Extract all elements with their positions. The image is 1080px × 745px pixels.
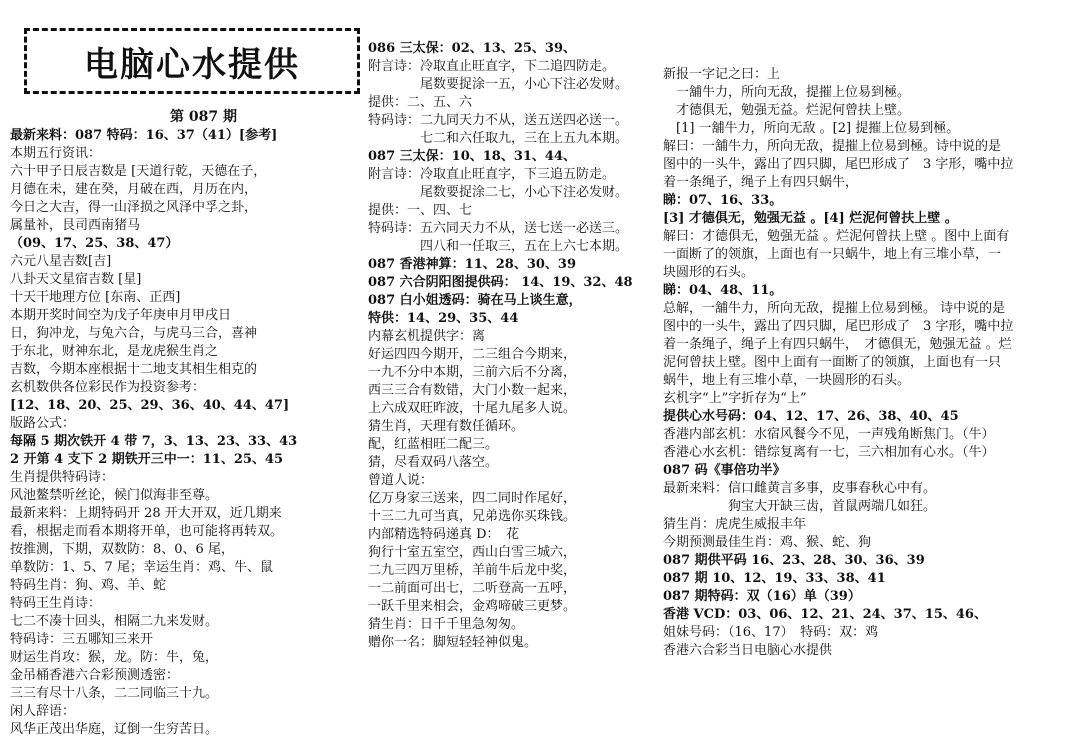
text-line: 特码诗：二九同天力不从，送五送四必送一。	[368, 113, 629, 128]
text-line: 玄机数供各位彩民作为投资参考：	[10, 380, 206, 395]
text-line: 提供：一、四、七	[368, 203, 473, 218]
text-line: 猜生肖：虎虎生威报丰年	[663, 517, 807, 532]
text-line: 十天干地理方位 [东南、正西]	[10, 290, 181, 305]
text-line: 七二和六任取九，三在上五九本期。	[368, 131, 629, 146]
text-line: 于东北，财神东北，是龙虎猴生肖之	[10, 344, 219, 359]
text-line: 最新来料：上期特码开 28 开大开双，近几期来	[10, 506, 282, 521]
text-line: 三三有尽十八条，二二同临三十九。	[10, 686, 219, 701]
text-line: 087 期供平码 16、23、28、30、36、39	[663, 553, 925, 568]
text-line: 块圆形的石头。	[663, 265, 755, 280]
text-line: 二九三四万里桥，羊前牛后龙中奖，	[368, 563, 577, 578]
text-line: 本期五行资讯：	[10, 146, 102, 161]
text-line: 十三二九可当真，兄弟选你买珠钱。	[368, 509, 577, 524]
text-line: 特码王生肖诗：	[10, 596, 102, 611]
text-line: 属量补，艮司西南猪马	[10, 218, 141, 233]
text-line: 八卦天文星宿吉数 [星]	[10, 272, 142, 287]
text-line: 一跃千里来相会，金鸡啼破三更梦。	[368, 599, 577, 614]
text-line: 西三三合有数错，大门小数一起来，	[368, 383, 577, 398]
text-line: 金吊桶香港六合彩预测透密：	[10, 668, 180, 683]
text-line: 087 期特码：双（16）单（39）	[663, 589, 861, 604]
text-line: 猜生肖：日千千里急匆匆。	[368, 617, 525, 632]
text-line: 一舖牛力，所向无敌，提摧上位易到極。	[663, 85, 911, 100]
text-line: 月德在未，建在癸，月破在西，月历在内，	[10, 182, 258, 197]
text-line: 每隔 5 期次铁开 4 带 7，3、13、23、33、43	[10, 434, 298, 449]
text-line: 香港六合彩当日电脑心水提供	[663, 643, 833, 658]
text-line: 生肖提供特码诗：	[10, 470, 115, 485]
text-line: 尾数要捉涂二七，小心下注必发财。	[368, 185, 629, 200]
text-line: [1] 一舖牛力，所向无敌 。[2] 提摧上位易到極。	[663, 121, 960, 136]
text-line: [12、18、20、25、29、36、40、44、47]	[10, 398, 290, 413]
text-line: 睇：07、16、33。	[663, 193, 783, 208]
text-line: 总解，一舖牛力，所向无敌，提摧上位易到極。 诗中说的是	[663, 301, 1006, 316]
text-line: 单数防：1、5、7 尾；幸运生肖：鸡、牛、鼠	[10, 560, 273, 575]
text-line: 提供心水号码：04、12、17、26、38、40、45	[663, 409, 959, 424]
text-line: 最新来料：087 特码：16、37（41）[参考]	[10, 128, 278, 143]
text-line: 特供：14、29、35、44	[368, 311, 519, 326]
text-line: 今期预测最佳生肖：鸡、猴、蛇、狗	[663, 535, 872, 550]
text-line: 狗宝大开缺三齿，首鼠两端几如狂。	[663, 499, 937, 514]
text-line: 香港内部玄机：水宿风餐今不见，一声残角断焦门。（牛）	[663, 427, 995, 442]
text-line: 狗行十室五室空，西山白雪三城六，	[368, 545, 577, 560]
text-line: 着一条绳子，绳子上有四只蜗牛，	[663, 175, 859, 190]
text-line: 附言诗：冷取直止旺直字，下三追五防走。	[368, 167, 616, 182]
text-line: 本期开奖时间空为戊子年庚申月甲戌日	[10, 308, 232, 323]
text-line: 今日之大吉，得一山泽损之风泽中孚之卦，	[10, 200, 258, 215]
column-right	[663, 66, 1073, 660]
text-line: 版路公式：	[10, 416, 76, 431]
text-line: 2 开第 4 支下 2 期铁开三中一：11、25、45	[10, 452, 284, 467]
text-line: 特码生肖：狗、鸡、羊、蛇	[10, 578, 167, 593]
text-line: 新报一字记之曰：上	[663, 67, 781, 82]
text-line: 猜，尽看双码八落空。	[368, 455, 499, 470]
text-line: 一九不分中本期，三前六后不分离，	[368, 365, 577, 380]
text-line: 087 白小姐透码：骑在马上谈生意，	[368, 293, 582, 308]
text-line: 087 码《事倍功半》	[663, 463, 786, 478]
text-line: [3] 才德俱无，勉强无益 。[4] 烂泥何曾扶上壁 。	[663, 211, 958, 226]
column-middle	[368, 40, 658, 652]
text-line: 087 香港神算：11、28、30、39	[368, 257, 577, 272]
text-line: 猜生肖，天理有数任循环。	[368, 419, 525, 434]
text-line: 内幕玄机提供字：离	[368, 329, 486, 344]
text-line: 特码诗：三五哪知三来开	[10, 632, 154, 647]
text-line: 曾道人说：	[368, 473, 434, 488]
text-line: 配，红蓝相旺二配三。	[368, 437, 499, 452]
text-line: 赠你一名：脚短轻轻神似鬼。	[368, 635, 538, 650]
text-line: 086 三太保：02、13、25、39、	[368, 41, 577, 56]
text-line: 七二不凑十回头，相隔二九来发财。	[10, 614, 219, 629]
text-line: （09、17、25、38、47）	[10, 236, 179, 251]
text-line: 着一条绳子，绳子上有四只蜗牛， 才德俱无，勉强无益 。烂	[663, 337, 1012, 352]
text-line: 风池鳌禁听丝论，候门似海非至尊。	[10, 488, 219, 503]
text-line: 风华正茂出华庭，辽倒一生穷苦日。	[10, 722, 219, 737]
text-line: 蜗牛，地上有三堆小草，一块圆形的石头。	[663, 373, 911, 388]
column-left	[10, 127, 362, 739]
text-line: 附言诗：冷取直止旺直字，下二追四防走。	[368, 59, 616, 74]
page-title: 电脑心水提供	[84, 44, 300, 85]
text-line: 一面断了的领旗，上面也有一只蜗牛，地上有三堆小草，一	[663, 247, 1002, 262]
text-line: 解曰：才德俱无，勉强无益 。烂泥何曾扶上壁 。图中上面有	[663, 229, 1010, 244]
text-line: 尾数要捉涂一五，小心下注必发财。	[368, 77, 629, 92]
text-line: 才德俱无，勉强无益。烂泥何曾扶上壁。	[663, 103, 911, 118]
issue-number: 第 087 期	[170, 109, 237, 125]
text-line: 四八和一任取三，五在上六七本期。	[368, 239, 629, 254]
text-line: 按推测，下期，双数防：8、0、6 尾，	[10, 542, 234, 557]
text-line: 六元八星吉数[吉]	[10, 254, 112, 269]
title-box	[24, 28, 360, 94]
text-line: 图中的一头牛，露出了四只脚，尾巴形成了 3 字形，嘴中拉	[663, 157, 1014, 172]
text-line: 泥何曾扶上壁。图中上面有一面断了的领旗，上面也有一只	[663, 355, 1002, 370]
text-line: 提供：二、五、六	[368, 95, 473, 110]
text-line: 姐妹号码：（16、17） 特码：双：鸡	[663, 625, 879, 640]
text-line: 亿万身家三送来，四二同时作尾好，	[368, 491, 577, 506]
text-line: 一二前面可出七，二听登高一五呼，	[368, 581, 577, 596]
text-line: 图中的一头牛，露出了四只脚，尾巴形成了 3 字形，嘴中拉	[663, 319, 1014, 334]
text-line: 特码诗：五六同天力不从，送七送一必送三。	[368, 221, 629, 236]
text-line: 087 六合阴阳图提供码： 14、19、32、48	[368, 275, 633, 290]
text-line: 日，狗冲龙，与兔六合，与虎马三合，喜神	[10, 326, 258, 341]
text-line: 最新来料：信口雌黄言多事，皮事春秋心中有。	[663, 481, 937, 496]
text-line: 087 期 10、12、19、33、38、41	[663, 571, 886, 586]
text-line: 好运四四今期开，二三组合今期来，	[368, 347, 577, 362]
text-line: 香港心水玄机：错综复离有一七，三六相加有心水。（牛）	[663, 445, 995, 460]
text-line: 六十甲子日辰吉数是 [天道行乾，天德在子，	[10, 164, 267, 179]
text-line: 087 三太保：10、18、31、44、	[368, 149, 577, 164]
text-line: 吉数，今期本座根据十二地支其相生相克的	[10, 362, 258, 377]
text-line: 解曰：一舖牛力，所向无敌，提摧上位易到極。诗中说的是	[663, 139, 1002, 154]
text-line: 内部精选特码递真 D： 花	[368, 527, 520, 542]
text-line: 香港 VCD：03、06、12、21、24、37、15、46、	[663, 607, 987, 622]
text-line: 看，根据走而看本期将开单，也可能将再转双。	[10, 524, 284, 539]
text-line: 玄机字“上”字折存为“上”	[663, 391, 807, 406]
text-line: 财运生肖攻：猴，龙。防：牛，兔，	[10, 650, 219, 665]
text-line: 闲人辞语：	[10, 704, 76, 719]
text-line: 上六成双旺昨波，十尾九尾多人说。	[368, 401, 577, 416]
text-line: 睇：04、48、11。	[663, 283, 783, 298]
